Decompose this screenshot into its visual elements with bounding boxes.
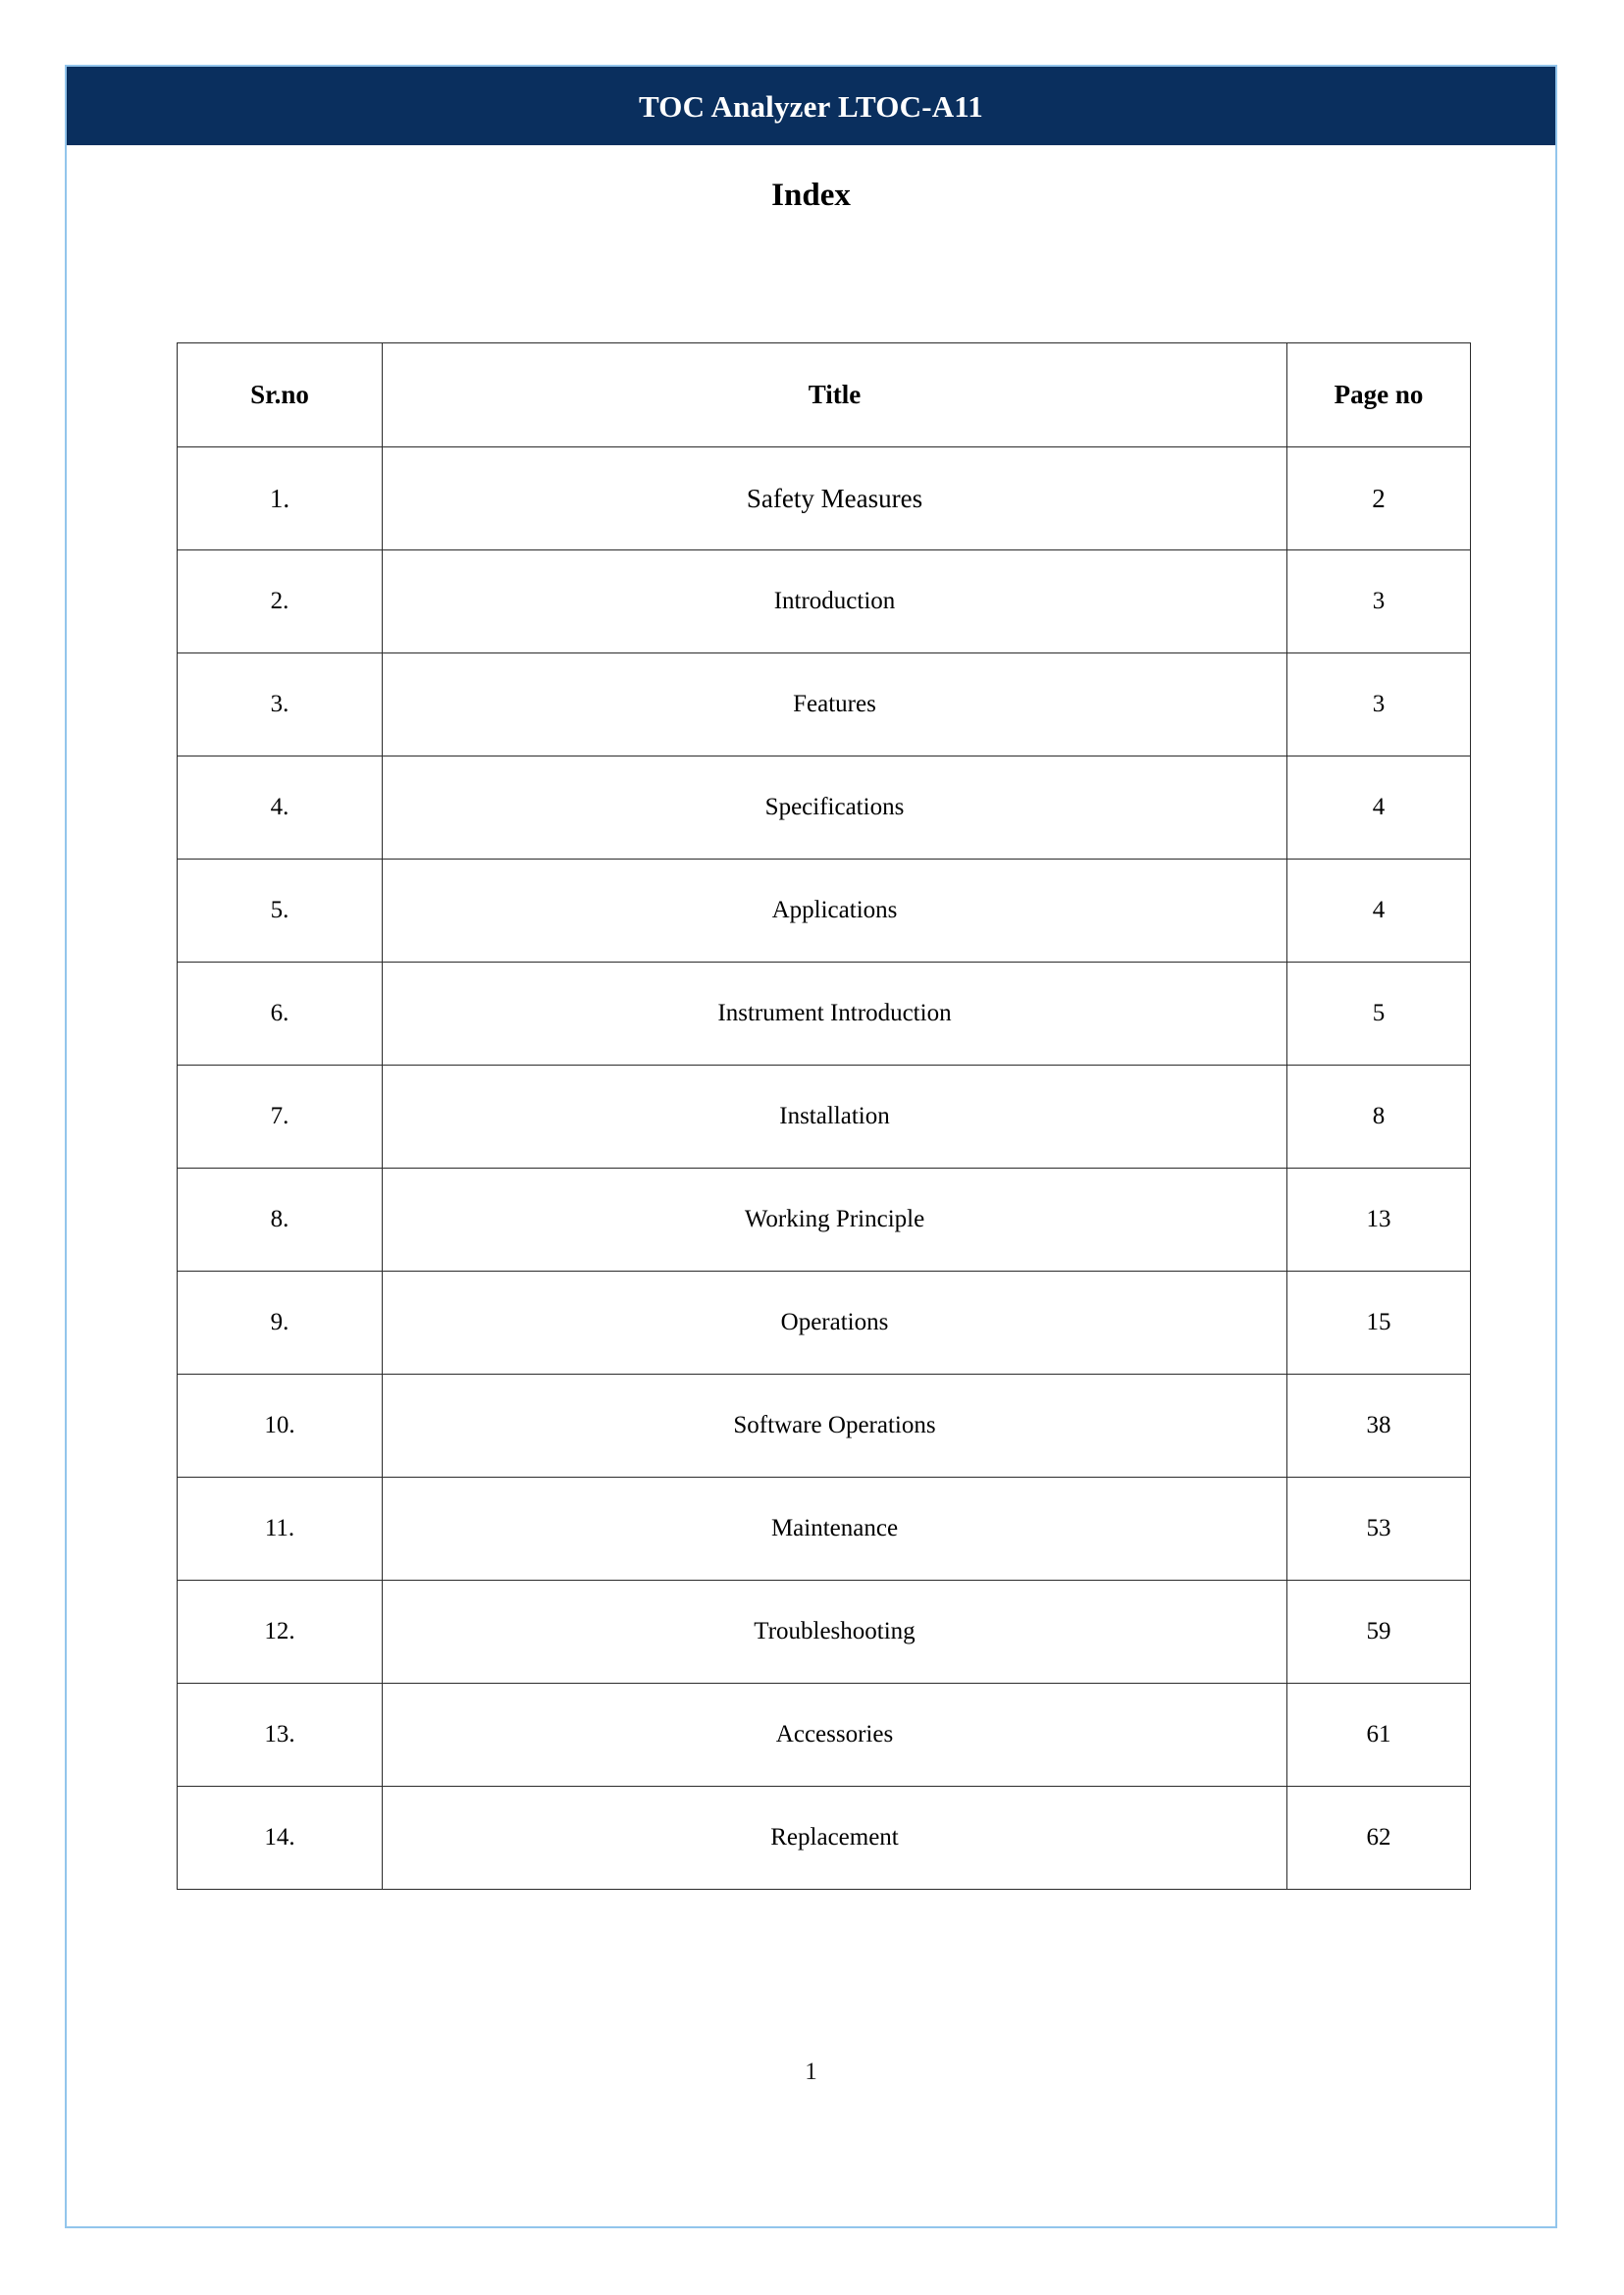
table-cell-sr-no: 14. <box>178 1787 383 1890</box>
table-row <box>178 1684 1471 1787</box>
table-cell-page-no: 4 <box>1287 756 1471 860</box>
table-row <box>178 1169 1471 1272</box>
table-cell-page-no: 8 <box>1287 1066 1471 1169</box>
table-cell-title: Installation <box>383 1066 1287 1169</box>
table-cell-sr-no: 4. <box>178 756 383 860</box>
table-cell-page-no: 53 <box>1287 1478 1471 1581</box>
table-cell-page-no: 59 <box>1287 1581 1471 1684</box>
table-cell-sr-no: 2. <box>178 550 383 653</box>
table-cell-page-no: 3 <box>1287 653 1471 756</box>
table-row <box>178 1478 1471 1581</box>
document-title: TOC Analyzer LTOC-A11 <box>638 88 983 124</box>
table-cell-title: Accessories <box>383 1684 1287 1787</box>
table-cell-sr-no: 13. <box>178 1684 383 1787</box>
table-cell-title: Operations <box>383 1272 1287 1375</box>
table-cell-sr-no: 10. <box>178 1375 383 1478</box>
column-header-title: Title <box>383 343 1287 447</box>
table-cell-page-no: 61 <box>1287 1684 1471 1787</box>
table-cell-sr-no: 3. <box>178 653 383 756</box>
table-header-row <box>178 343 1471 447</box>
table-row <box>178 550 1471 653</box>
page-title: Index <box>771 178 851 213</box>
column-header-page-no: Page no <box>1287 343 1471 447</box>
index-table-header <box>178 343 1471 447</box>
table-cell-title: Introduction <box>383 550 1287 653</box>
index-table-body <box>178 447 1471 1890</box>
table-cell-page-no: 13 <box>1287 1169 1471 1272</box>
table-cell-sr-no: 5. <box>178 860 383 963</box>
table-cell-page-no: 62 <box>1287 1787 1471 1890</box>
table-cell-title: Replacement <box>383 1787 1287 1890</box>
table-cell-title: Applications <box>383 860 1287 963</box>
table-row <box>178 963 1471 1066</box>
table-row <box>178 1581 1471 1684</box>
table-cell-sr-no: 8. <box>178 1169 383 1272</box>
table-cell-title: Features <box>383 653 1287 756</box>
table-cell-sr-no: 7. <box>178 1066 383 1169</box>
table-row <box>178 1375 1471 1478</box>
table-cell-title: Instrument Introduction <box>383 963 1287 1066</box>
table-cell-title: Troubleshooting <box>383 1581 1287 1684</box>
table-cell-page-no: 3 <box>1287 550 1471 653</box>
footer-page-number: 1 <box>805 2059 817 2085</box>
table-cell-page-no: 38 <box>1287 1375 1471 1478</box>
table-cell-sr-no: 9. <box>178 1272 383 1375</box>
document-page <box>65 65 1557 2228</box>
table-row <box>178 756 1471 860</box>
table-cell-title: Working Principle <box>383 1169 1287 1272</box>
table-row <box>178 860 1471 963</box>
table-cell-title: Specifications <box>383 756 1287 860</box>
table-cell-title: Safety Measures <box>383 447 1287 550</box>
table-cell-sr-no: 6. <box>178 963 383 1066</box>
table-cell-title: Maintenance <box>383 1478 1287 1581</box>
index-table <box>177 342 1471 1890</box>
table-cell-sr-no: 11. <box>178 1478 383 1581</box>
table-row <box>178 447 1471 550</box>
table-cell-page-no: 2 <box>1287 447 1471 550</box>
table-row <box>178 653 1471 756</box>
table-cell-sr-no: 12. <box>178 1581 383 1684</box>
table-row <box>178 1066 1471 1169</box>
table-cell-page-no: 15 <box>1287 1272 1471 1375</box>
table-cell-page-no: 4 <box>1287 860 1471 963</box>
table-cell-title: Software Operations <box>383 1375 1287 1478</box>
index-table-container <box>177 342 1470 1890</box>
table-cell-page-no: 5 <box>1287 963 1471 1066</box>
document-title-banner <box>67 67 1555 145</box>
table-cell-sr-no: 1. <box>178 447 383 550</box>
table-row <box>178 1787 1471 1890</box>
table-row <box>178 1272 1471 1375</box>
column-header-sr-no: Sr.no <box>178 343 383 447</box>
